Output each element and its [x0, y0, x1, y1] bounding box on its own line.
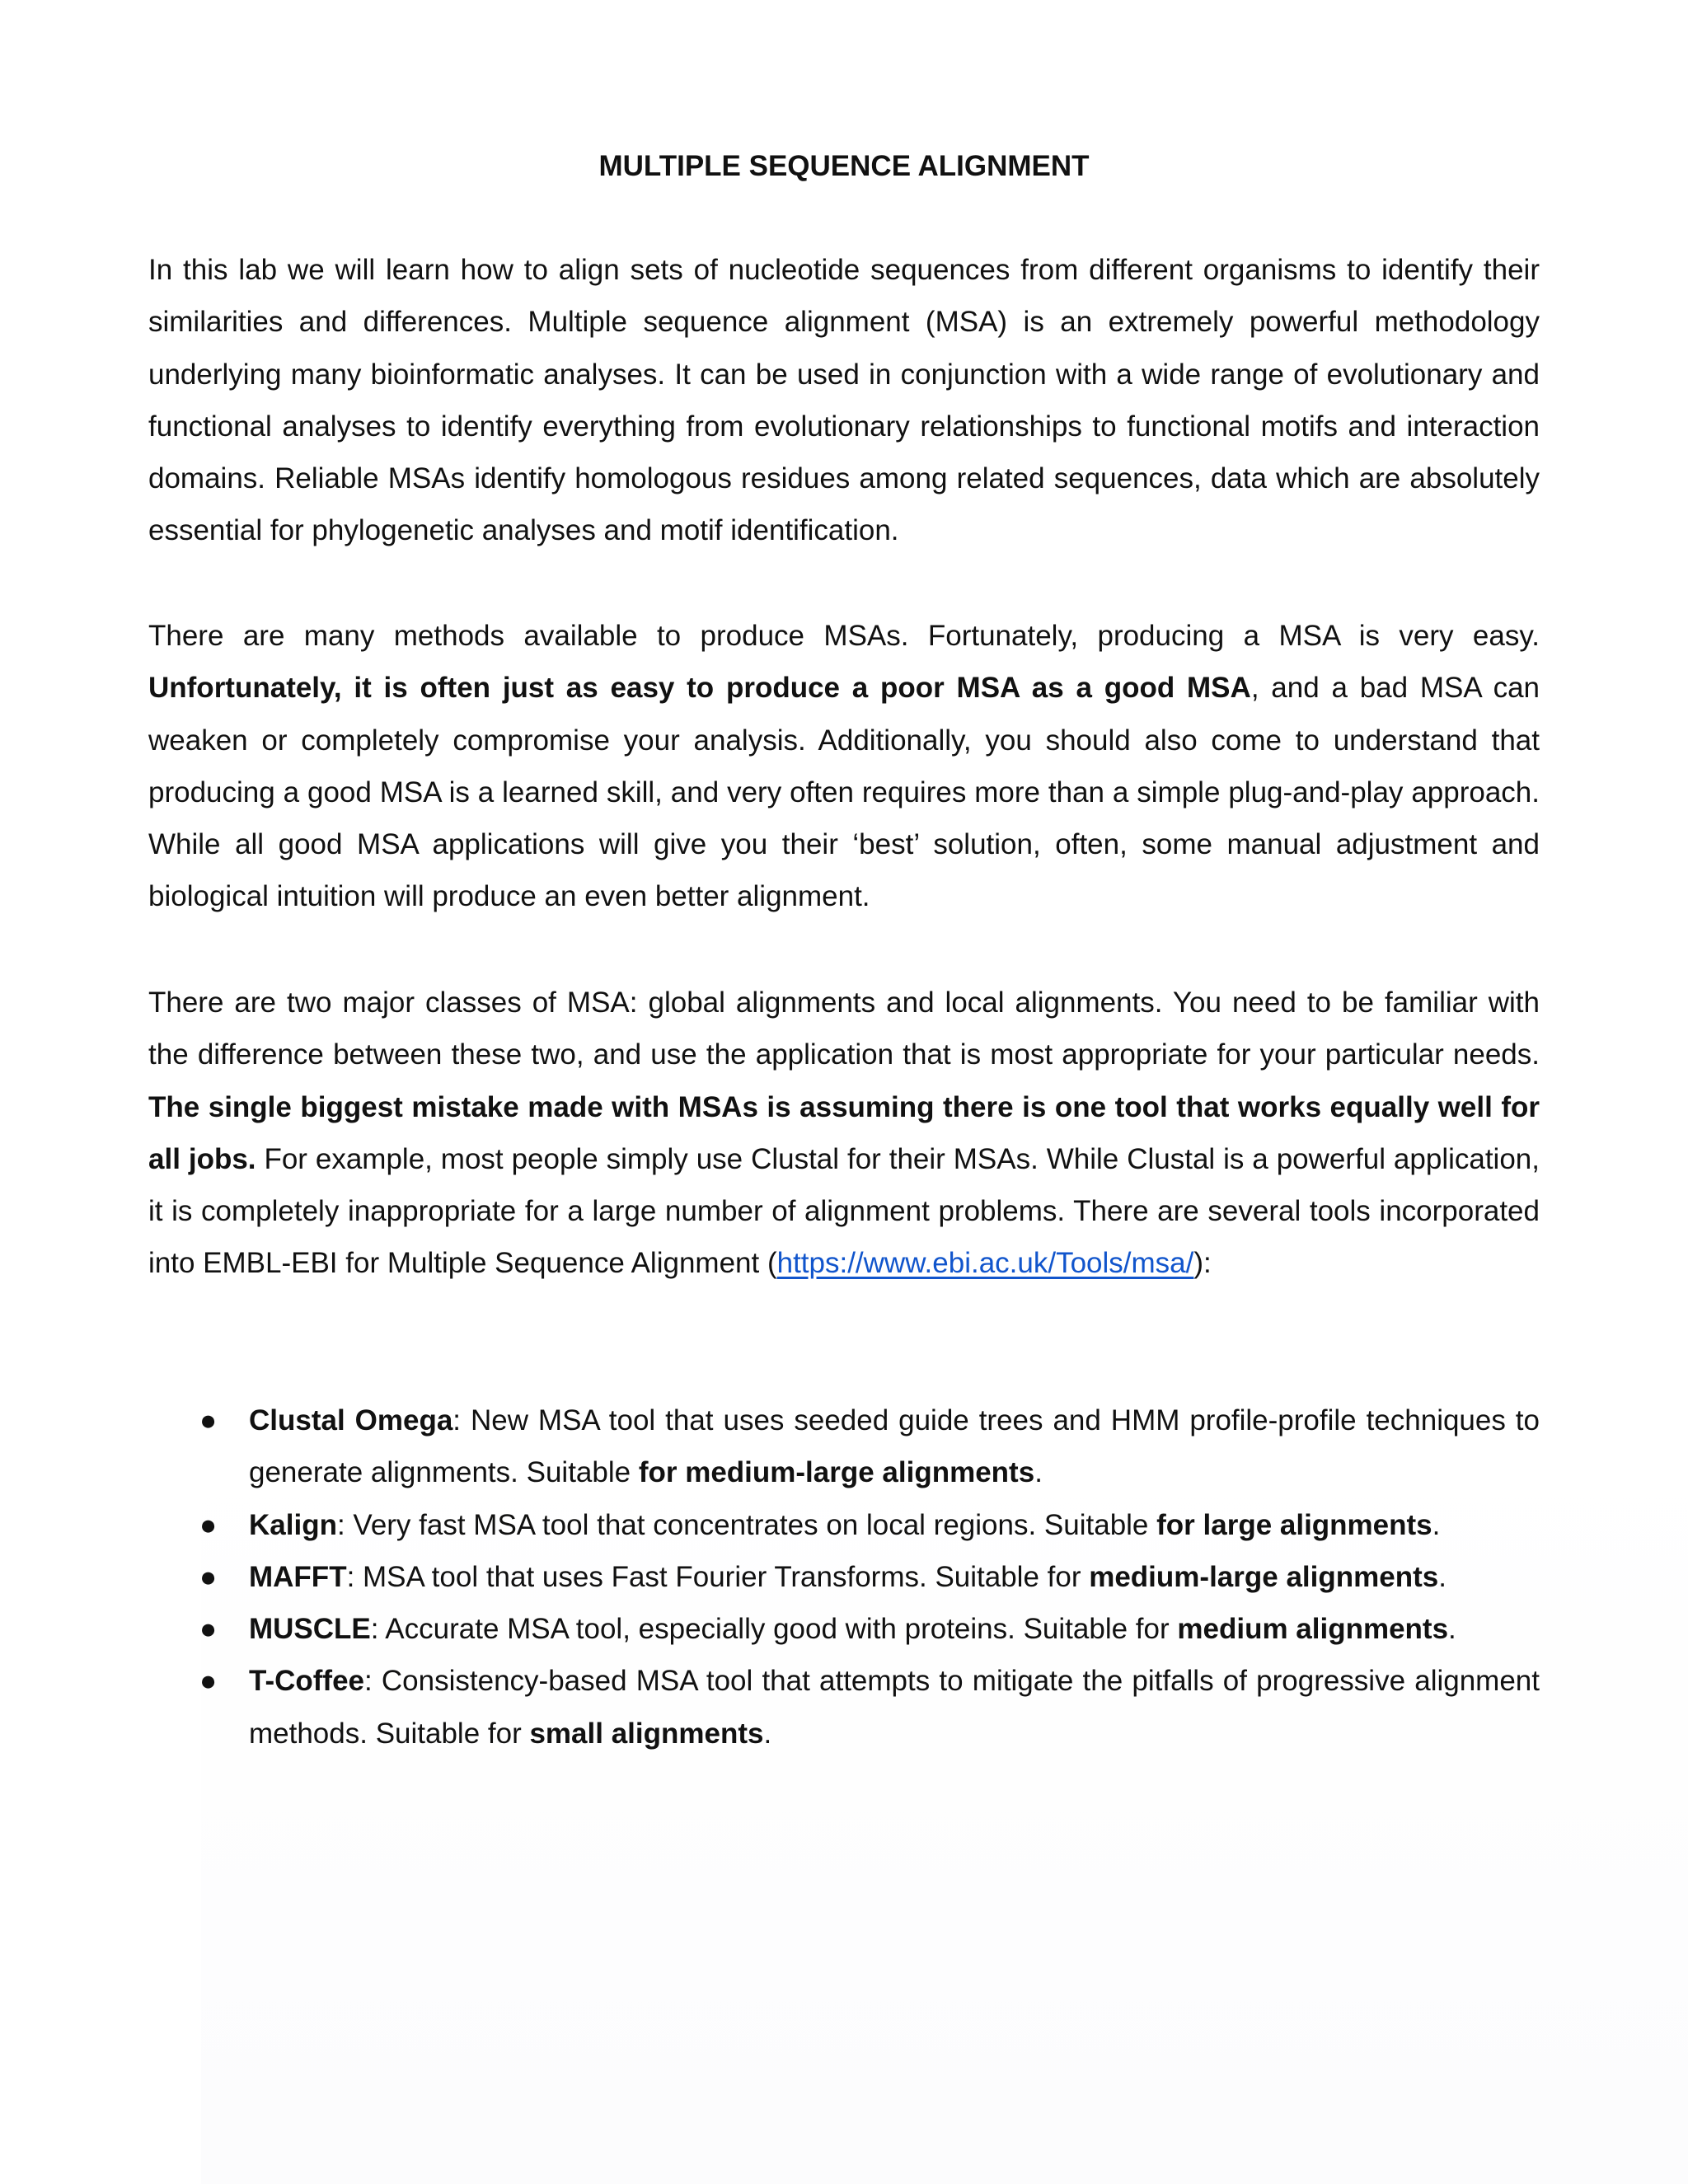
list-item — [148, 1655, 1540, 1760]
list-item — [148, 1551, 1540, 1603]
classes-paragraph — [148, 977, 1540, 1290]
tool-end: . — [1034, 1456, 1043, 1489]
tool-suitability: medium alignments — [1177, 1613, 1449, 1646]
classes-text-after: ): — [1193, 1247, 1212, 1280]
tool-suitability: for large alignments — [1156, 1508, 1432, 1541]
msa-tools-list — [148, 1394, 1540, 1760]
tool-name: Clustal Omega — [249, 1404, 453, 1436]
bullet-icon: ● — [199, 1560, 218, 1593]
tool-description: : New MSA tool that uses seeded guide trees and HMM profile-profile techniques to generate alignments. Suitable — [249, 1404, 1540, 1489]
classes-text-middle: For example, most people simply use Clustal for their MSAs. While Clustal is a powerful application, it is completely inappropriate for a large number of alignment problems. There are several tools incorporated into EMBL-EBI for Multiple Sequence Alignment ( — [148, 1142, 1540, 1280]
tool-description: : Accurate MSA tool, especially good with proteins. Suitable for — [370, 1613, 1178, 1646]
tool-end: . — [1448, 1613, 1456, 1646]
tool-description: : Very fast MSA tool that concentrates on local regions. Suitable — [336, 1508, 1157, 1541]
bullet-icon: ● — [199, 1404, 218, 1436]
tool-name: MAFFT — [249, 1560, 347, 1593]
tool-name: T-Coffee — [249, 1665, 364, 1698]
ebi-msa-link[interactable]: https://www.ebi.ac.uk/Tools/msa/ — [776, 1247, 1194, 1280]
tool-name: Kalign — [249, 1508, 337, 1541]
tool-description: : MSA tool that uses Fast Fourier Transforms. Suitable for — [346, 1560, 1090, 1593]
bullet-icon: ● — [199, 1613, 218, 1646]
methods-text-after: , and a bad MSA can weaken or completely compromise your analysis. Additionally, you should also come to understand that producing a good MSA is a learned skill, and very often requires more than a simple plug-and-play approach. While all good MSA applications will give you their ‘best’ solution, often, some manual adjustment and biological intuition will produce an even better alignment. — [148, 672, 1540, 913]
list-item — [148, 1499, 1540, 1551]
list-item — [148, 1394, 1540, 1499]
classes-emphasis: The single biggest mistake made with MSAs is assuming there is one tool that works equally well for all jobs. — [148, 1090, 1540, 1175]
intro-paragraph — [148, 244, 1540, 557]
tool-end: . — [1438, 1560, 1447, 1593]
tool-end: . — [1432, 1508, 1441, 1541]
classes-text-before: There are two major classes of MSA: global alignments and local alignments. You need to be familiar with the difference between these two, and use the application that is most appropriate for your particular needs. — [148, 987, 1540, 1071]
intro-text: In this lab we will learn how to align sets of nucleotide sequences from different organisms to identify their similarities and differences. Multiple sequence alignment (MSA) is an extremely powerful methodology underlying many bioinformatic analyses. It can be used in conjunction with a wide range of evolutionary and functional analyses to identify everything from evolutionary relationships to functional motifs and interaction domains. Reliable MSAs identify homologous residues among related sequences, data which are absolutely essential for phylogenetic analyses and motif identification. — [148, 254, 1540, 547]
methods-paragraph — [148, 610, 1540, 923]
bullet-icon: ● — [199, 1508, 218, 1541]
tool-suitability: small alignments — [529, 1717, 764, 1750]
methods-text-before: There are many methods available to produce MSAs. Fortunately, producing a MSA is very easy. — [148, 620, 1540, 652]
document-title: MULTIPLE SEQUENCE ALIGNMENT — [598, 150, 1090, 182]
tool-suitability: for medium-large alignments — [638, 1456, 1035, 1489]
tool-suitability: medium-large alignments — [1089, 1560, 1439, 1593]
list-item — [148, 1603, 1540, 1655]
tool-end: . — [763, 1717, 772, 1750]
bullet-icon: ● — [199, 1665, 218, 1698]
tool-description: : Consistency-based MSA tool that attempts to mitigate the pitfalls of progressive alignment methods. Suitable for — [249, 1665, 1540, 1750]
methods-emphasis: Unfortunately, it is often just as easy to produce a poor MSA as a good MSA — [148, 672, 1251, 705]
tool-name: MUSCLE — [249, 1613, 371, 1646]
